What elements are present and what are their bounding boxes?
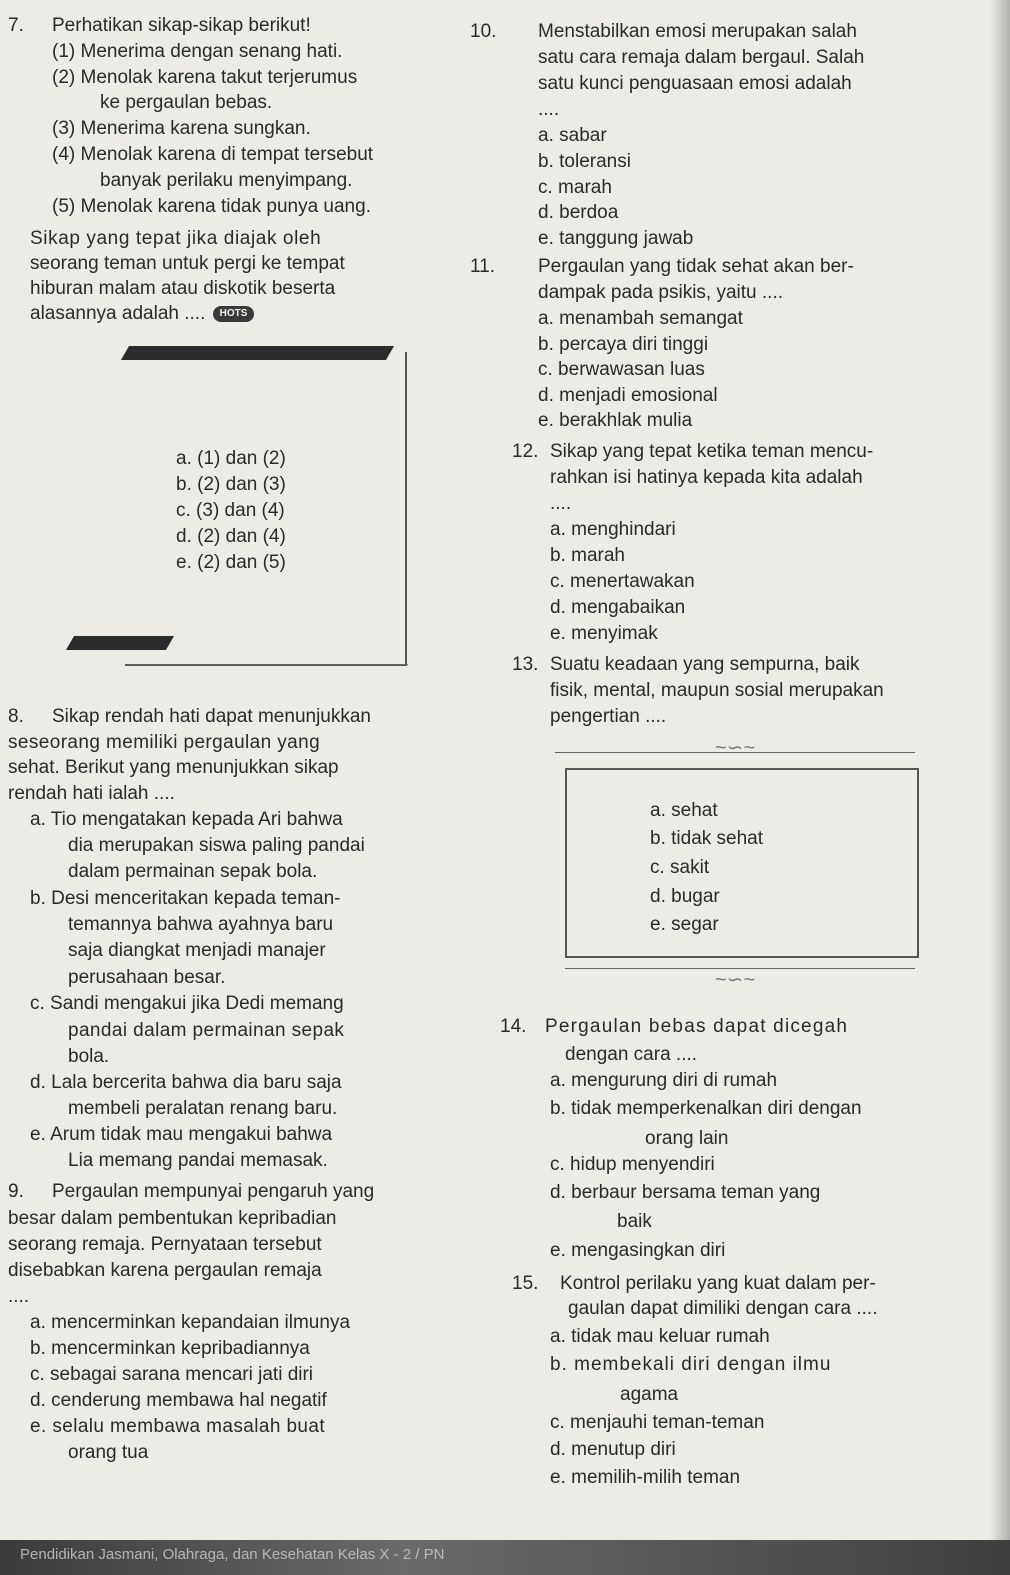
- question-number: 14.: [500, 1016, 527, 1037]
- ornament-top: ~∽~: [715, 737, 756, 759]
- question-number: 9.: [8, 1181, 24, 1202]
- option-d: d. (2) dan (4): [176, 526, 286, 547]
- question-line-1: Pergaulan bebas dapat dicegah: [545, 1016, 849, 1037]
- option-c: c. berwawasan luas: [538, 359, 705, 380]
- hots-badge: HOTS: [213, 306, 255, 322]
- option-e: e. (2) dan (5): [176, 552, 286, 573]
- question-number: 12.: [512, 441, 539, 462]
- option-d: d. mengabaikan: [550, 597, 686, 618]
- question-number: 8.: [8, 706, 24, 727]
- option-c-cont2: bola.: [68, 1046, 110, 1067]
- question-line-3: satu kunci penguasaan emosi adalah: [538, 73, 852, 94]
- statement-2-cont: ke pergaulan bebas.: [100, 92, 273, 113]
- option-b: b. mencerminkan kepribadiannya: [30, 1338, 310, 1359]
- option-e-cont: Lia memang pandai memasak.: [68, 1150, 328, 1171]
- option-d: d. bugar: [650, 886, 720, 907]
- option-d: d. cenderung membawa hal negatif: [30, 1390, 327, 1411]
- option-a-cont: dia merupakan siswa paling pandai: [68, 835, 365, 856]
- option-d-cont: membeli peralatan renang baru.: [68, 1098, 338, 1119]
- question-line-2: satu cara remaja dalam bergaul. Salah: [538, 47, 865, 68]
- option-b: b. tidak memperkenalkan diri dengan: [550, 1098, 862, 1119]
- option-d: d. menjadi emosional: [538, 385, 718, 406]
- question-line-1: Kontrol perilaku yang kuat dalam per-: [560, 1273, 876, 1294]
- statement-2: (2) Menolak karena takut terjerumus: [52, 67, 358, 88]
- option-e: e. memilih-milih teman: [550, 1467, 741, 1488]
- option-e: e. Arum tidak mau mengakui bahwa: [30, 1124, 333, 1145]
- question-line-2: dampak pada psikis, yaitu ....: [538, 282, 784, 303]
- option-e: e. tanggung jawab: [538, 228, 694, 249]
- option-a: a. menambah semangat: [538, 308, 743, 329]
- option-b: b. (2) dan (3): [176, 474, 286, 495]
- box-bottom-bar: [66, 636, 174, 650]
- option-e: e. selalu membawa masalah buat: [30, 1416, 326, 1437]
- option-e: e. segar: [650, 914, 719, 935]
- question-number: 10.: [470, 21, 497, 42]
- question-line-5: ....: [8, 1286, 30, 1307]
- question-line-1: Menstabilkan emosi merupakan salah: [538, 21, 857, 42]
- option-c: c. hidup menyendiri: [550, 1154, 715, 1175]
- option-b: b. membekali diri dengan ilmu: [550, 1354, 832, 1375]
- question-line-1: Pergaulan mempunyai pengaruh yang: [52, 1181, 375, 1202]
- question-line-2: besar dalam pembentukan kepribadian: [8, 1208, 337, 1229]
- option-b: b. marah: [550, 545, 625, 566]
- question-number: 15.: [512, 1273, 539, 1294]
- question-line-4: rendah hati ialah ....: [8, 783, 175, 804]
- option-d: d. berbaur bersama teman yang: [550, 1182, 821, 1203]
- option-c: c. sebagai sarana mencari jati diri: [30, 1364, 314, 1385]
- option-a: a. menghindari: [550, 519, 676, 540]
- option-a: a. (1) dan (2): [176, 448, 286, 469]
- question-line-1: Suatu keadaan yang sempurna, baik: [550, 654, 860, 675]
- question-line-3: pengertian ....: [550, 706, 667, 727]
- question-line-4: [30, 302, 254, 326]
- option-b: b. tidak sehat: [650, 828, 764, 849]
- option-a: a. sehat: [650, 800, 718, 821]
- question-text: alasannya adalah ....: [30, 303, 206, 324]
- option-a: a. mengurung diri di rumah: [550, 1070, 778, 1091]
- answer-box: [565, 768, 919, 958]
- question-line-2: rahkan isi hatinya kepada kita adalah: [550, 467, 863, 488]
- question-line-2: seorang teman untuk pergi ke tempat: [30, 253, 345, 274]
- option-a: a. tidak mau keluar rumah: [550, 1326, 770, 1347]
- option-a: a. Tio mengatakan kepada Ari bahwa: [30, 809, 343, 830]
- option-c: c. marah: [538, 177, 612, 198]
- option-b-cont2: saja diangkat menjadi manajer: [68, 940, 326, 961]
- question-line-3: seorang remaja. Pernyataan tersebut: [8, 1234, 322, 1255]
- question-line-3: hiburan malam atau diskotik beserta: [30, 278, 336, 299]
- box-bottom-line: [128, 664, 408, 665]
- option-a: a. mencerminkan kepandaian ilmunya: [30, 1312, 351, 1333]
- question-line-4: ....: [538, 99, 560, 120]
- question-line-2: gaulan dapat dimiliki dengan cara ....: [568, 1298, 878, 1319]
- option-c: c. menjauhi teman-teman: [550, 1412, 765, 1433]
- option-e: e. mengasingkan diri: [550, 1240, 726, 1261]
- question-number: 7.: [8, 15, 24, 36]
- option-e-cont: orang tua: [68, 1442, 149, 1463]
- question-line-1: Sikap yang tepat jika diajak oleh: [30, 228, 322, 249]
- question-line-2: dengan cara ....: [565, 1044, 698, 1065]
- question-line-4: disebabkan karena pergaulan remaja: [8, 1260, 322, 1281]
- statement-1: (1) Menerima dengan senang hati.: [52, 41, 343, 62]
- option-d: d. Lala bercerita bahwa dia baru saja: [30, 1072, 342, 1093]
- option-b-cont: agama: [620, 1384, 679, 1405]
- question-number: 13.: [512, 654, 539, 675]
- option-b: b. percaya diri tinggi: [538, 334, 709, 355]
- option-b: b. Desi menceritakan kepada teman-: [30, 888, 341, 909]
- option-d: d. berdoa: [538, 202, 619, 223]
- option-b-cont3: perusahaan besar.: [68, 967, 226, 988]
- question-line-2: fisik, mental, maupun sosial merupakan: [550, 680, 884, 701]
- option-a: a. sabar: [538, 125, 607, 146]
- option-b-cont: temannya bahwa ayahnya baru: [68, 914, 334, 935]
- option-c: c. sakit: [650, 857, 710, 878]
- option-b-cont: orang lain: [645, 1128, 729, 1149]
- option-d-cont: baik: [617, 1211, 652, 1232]
- option-a-cont2: dalam permainan sepak bola.: [68, 861, 318, 882]
- question-line-3: ....: [550, 493, 572, 514]
- statement-4: (4) Menolak karena di tempat tersebut: [52, 144, 374, 165]
- option-c: c. (3) dan (4): [176, 500, 285, 521]
- question-line-2: seseorang memiliki pergaulan yang: [8, 732, 321, 753]
- footer-text: Pendidikan Jasmani, Olahraga, dan Kesehatan Kelas X - 2 / PN: [20, 1546, 445, 1563]
- option-c: c. Sandi mengakui jika Dedi memang: [30, 993, 344, 1014]
- option-d: d. menutup diri: [550, 1439, 676, 1460]
- option-e: e. menyimak: [550, 623, 658, 644]
- option-e: e. berakhlak mulia: [538, 410, 693, 431]
- statement-3: (3) Menerima karena sungkan.: [52, 118, 311, 139]
- question-line-1: Sikap yang tepat ketika teman mencu-: [550, 441, 874, 462]
- question-line-3: sehat. Berikut yang menunjukkan sikap: [8, 757, 339, 778]
- option-c: c. menertawakan: [550, 571, 695, 592]
- statement-4-cont: banyak perilaku menyimpang.: [100, 170, 353, 191]
- page-edge-shadow: [990, 0, 1010, 1540]
- question-line-1: Sikap rendah hati dapat menunjukkan: [52, 706, 372, 727]
- question-number: 11.: [470, 256, 496, 277]
- question-line-1: Pergaulan yang tidak sehat akan ber-: [538, 256, 854, 277]
- statement-5: (5) Menolak karena tidak punya uang.: [52, 196, 371, 217]
- ornament-bottom: ~∽~: [715, 969, 756, 991]
- option-c-cont: pandai dalam permainan sepak: [68, 1020, 345, 1041]
- option-b: b. toleransi: [538, 151, 631, 172]
- question-intro: Perhatikan sikap-sikap berikut!: [52, 15, 311, 36]
